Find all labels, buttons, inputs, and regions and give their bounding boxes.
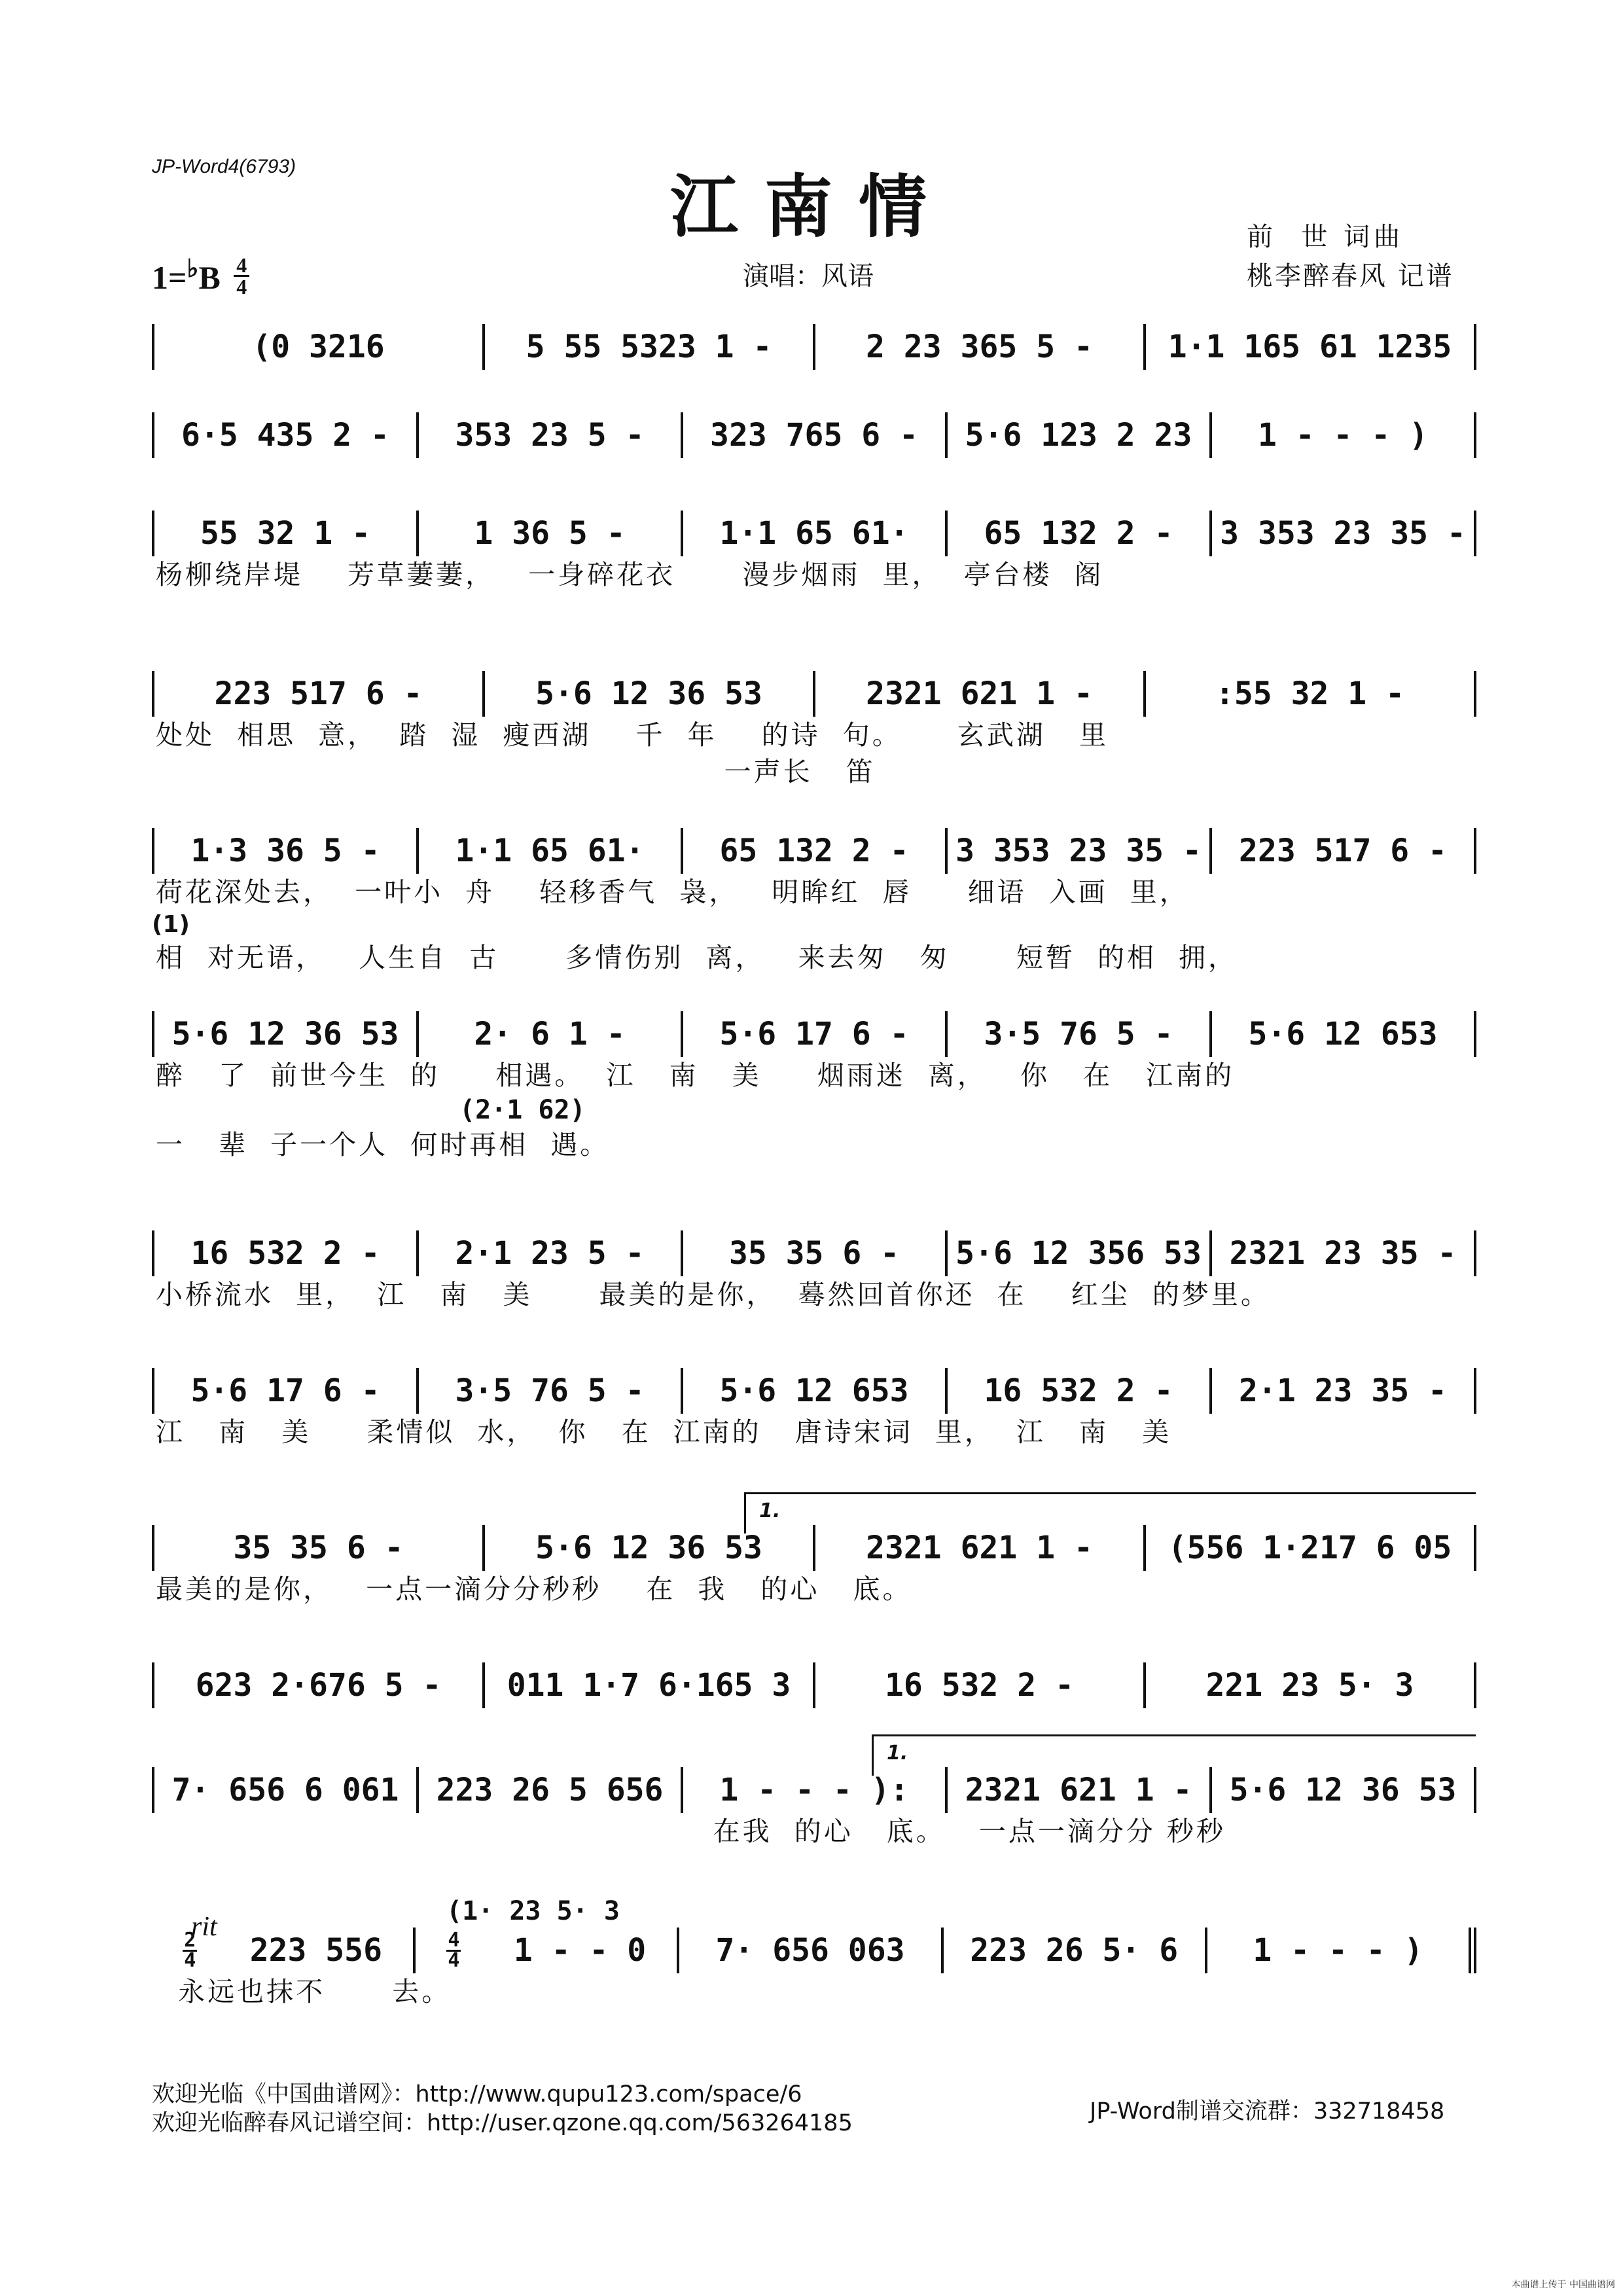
measure-notes: 1·1 65 61·: [455, 833, 645, 869]
measure-notes: 65 132 2 -: [719, 833, 909, 869]
measure-notes: 1 - - - ): [1253, 1932, 1423, 1969]
measure-notes: 5·6 12 36 53: [535, 1530, 762, 1566]
score-system: [152, 1896, 1476, 2010]
measure-notes: 2321 621 1 -: [866, 1530, 1093, 1566]
flat-sign: ♭: [187, 255, 199, 283]
measure-notes: 353 23 5 -: [455, 417, 645, 454]
measure: [948, 1368, 1212, 1414]
measure-notes: 1 - - - ): [1257, 417, 1429, 454]
measure-notes: 6·5 435 2 -: [181, 417, 389, 454]
measure: [1212, 1230, 1476, 1276]
meter-top: 4: [448, 1928, 460, 1952]
measure-notes: 221 23 5· 3: [1205, 1667, 1414, 1704]
score-system: [152, 671, 1476, 790]
measure: [1212, 1011, 1476, 1057]
meter-bottom: 4: [236, 275, 247, 298]
singer: 演唱：风语: [743, 261, 874, 291]
score-system: [152, 1368, 1476, 1450]
meter-bottom: 4: [448, 1948, 460, 1972]
footer-group: JP-Word制谱交流群：332718458: [1090, 2098, 1445, 2125]
measure: [154, 412, 419, 458]
lyrics-line: 一 辈 子一个人 何时再相 遇。: [156, 1129, 610, 1160]
credit-notation: 桃李醉春风 记谱: [1247, 261, 1454, 291]
notes-row: [152, 412, 1476, 458]
time-signature: [234, 255, 249, 296]
measure: [485, 671, 815, 717]
measure: [944, 1928, 1207, 1973]
measure: [154, 324, 485, 370]
measure: [1212, 511, 1476, 556]
notes-row: [152, 1928, 1476, 1973]
measure-notes: 5·6 12 36 53: [535, 675, 762, 712]
measure: [948, 1230, 1212, 1276]
meter-top: 4: [234, 255, 249, 277]
measure: [154, 1230, 419, 1276]
score-system: [152, 324, 1476, 370]
measure: [419, 1368, 683, 1414]
lyrics-line: 杨柳绕岸堤 芳草萋萋， 一身碎花衣 漫步烟雨 里， 亭台楼 阁: [156, 559, 1104, 590]
measure: [1212, 1368, 1476, 1414]
lyrics-line: 小桥流水 里， 江 南 美 最美的是你， 蓦然回首你还 在 红尘 的梦里。: [156, 1279, 1270, 1310]
measure-notes: 5·6 12 356 53: [955, 1235, 1202, 1272]
score-system: [152, 412, 1476, 458]
measure-notes: 16 532 2 -: [885, 1667, 1074, 1704]
measure-notes: 5·6 12 653: [719, 1372, 909, 1409]
footer-links: [152, 2080, 853, 2138]
lyrics-line: 江 南 美 柔情似 水， 你 在 江南的 唐诗宋词 里， 江 南 美: [156, 1416, 1172, 1448]
measure-notes: 1·1 165 61 1235: [1168, 329, 1452, 365]
volta-bracket: [872, 1734, 1476, 1776]
upload-stamp: 本曲谱上传于 中国曲谱网: [1511, 2280, 1615, 2290]
notes-row: [152, 511, 1476, 556]
measure: [154, 511, 419, 556]
measure-notes: 3·5 76 5 -: [984, 1016, 1173, 1052]
measure: [683, 1368, 948, 1414]
notes-row: [152, 1230, 1476, 1276]
score-system: [152, 1499, 1476, 1607]
measure: [679, 1928, 943, 1973]
time-signature-change: [446, 1928, 461, 1972]
measure-notes: 16 532 2 -: [984, 1372, 1173, 1409]
song-title: 江南情: [669, 166, 953, 247]
measure-notes: 5·6 17 6 -: [190, 1372, 380, 1409]
measure-notes: 1·1 65 61·: [719, 515, 909, 552]
measure: [1146, 1662, 1476, 1708]
measure: [419, 1230, 683, 1276]
volta-number: 1.: [759, 1499, 781, 1522]
volta-number: 1.: [887, 1742, 908, 1765]
measure: [683, 1230, 948, 1276]
lyrics-line: 相 对无语， 人生自 古 多情伤别 离， 来去匆 匆 短暂 的相 拥，: [156, 942, 1238, 973]
measure: [154, 828, 419, 874]
lyrics-line: 永远也抹不 去。: [156, 1976, 452, 2007]
measure: [419, 1767, 683, 1813]
measure-notes: 5·6 12 36 53: [1229, 1772, 1457, 1808]
measure: [154, 671, 485, 717]
notes-row: [152, 671, 1476, 717]
measure-notes: 7· 656 6 061: [171, 1772, 399, 1808]
measure-notes: 16 532 2 -: [190, 1235, 380, 1272]
measure: [154, 1525, 485, 1571]
measure-notes: 223 26 5 656: [436, 1772, 664, 1808]
measure: [419, 511, 683, 556]
measure: [154, 1011, 419, 1057]
measure: [948, 1011, 1212, 1057]
measure-notes: 223 517 6 -: [1239, 833, 1447, 869]
measure: [683, 511, 948, 556]
score-system: [152, 511, 1476, 593]
score-system: [152, 1742, 1476, 1850]
measure-notes: 55 32 1 -: [200, 515, 371, 552]
measure: [683, 828, 948, 874]
measure-notes: 1 - - - ):: [719, 1772, 909, 1808]
notes-row: [152, 1368, 1476, 1414]
alternate-notes: (2·1 62): [459, 1095, 586, 1125]
measure-notes: 7· 656 063: [715, 1932, 905, 1969]
measure: [815, 1662, 1146, 1708]
measure: [1212, 828, 1476, 874]
measure-notes: 2321 621 1 -: [866, 675, 1093, 712]
measure-notes: 223 556: [249, 1932, 382, 1969]
footer-line-1: 欢迎光临《中国曲谱网》：http://www.qupu123.com/space/6: [152, 2081, 802, 2108]
key-label: 1=: [152, 259, 187, 296]
key-note: B: [198, 259, 221, 296]
measure-notes: 623 2·676 5 -: [195, 1667, 442, 1704]
score-system: [152, 1011, 1476, 1163]
software-label: JP-Word4(6793): [152, 156, 296, 177]
footer-line-2: 欢迎光临醉春风记谱空间：http://user.qzone.qq.com/563264185: [152, 2110, 853, 2136]
measure-notes: (556 1·217 6 05: [1168, 1530, 1452, 1566]
measure: [154, 1662, 485, 1708]
lyrics-line: 处处 相思 意， 踏 湿 瘦西湖 千 年 的诗 句。 玄武湖 里: [156, 719, 1109, 751]
score-system: [152, 1230, 1476, 1313]
ritardando-mark: rit: [191, 1912, 217, 1942]
measure-notes: 3·5 76 5 -: [455, 1372, 645, 1409]
measure: [683, 412, 948, 458]
key-signature: [152, 254, 249, 296]
measure: [419, 1011, 683, 1057]
measure: [1146, 324, 1476, 370]
measure-notes: 65 132 2 -: [984, 515, 1173, 552]
measure: [948, 412, 1212, 458]
score-system: [152, 828, 1476, 976]
measure-notes: 223 26 5· 6: [970, 1932, 1179, 1969]
measure: [815, 324, 1146, 370]
verse-marker: (1): [152, 911, 190, 938]
measure-notes: 323 765 6 -: [710, 417, 918, 454]
measure: [154, 1767, 419, 1813]
meter-bottom: 4: [184, 1948, 196, 1972]
measure-notes: 2·1 23 5 -: [455, 1235, 645, 1272]
measure-notes: 5·6 17 6 -: [719, 1016, 909, 1052]
measure-notes: 2 23 365 5 -: [866, 329, 1093, 365]
measure-notes: 35 35 6 -: [233, 1530, 404, 1566]
measure-notes: 5·6 12 653: [1248, 1016, 1438, 1052]
measure-notes: 3 353 23 35 -: [955, 833, 1202, 869]
measure-notes: 1 - - 0: [513, 1932, 647, 1969]
measure-notes: 5·6 12 36 53: [171, 1016, 399, 1052]
measure: [1207, 1928, 1476, 1973]
measure: [683, 1011, 948, 1057]
measure: [948, 511, 1212, 556]
measure-notes: 2321 23 35 -: [1229, 1235, 1457, 1272]
notes-row: [152, 1662, 1476, 1708]
measure-notes: 2·1 23 35 -: [1239, 1372, 1447, 1409]
lyrics-line: 在我 的心 底。 一点一滴分分 秒秒: [156, 1816, 1226, 1847]
measure-notes: (0 3216: [252, 329, 385, 365]
lyrics-line: 荷花深处去， 一叶小 舟 轻移香气 袅， 明眸红 唇 细语 入画 里，: [156, 876, 1189, 908]
lyrics-line: 一声长 笛: [156, 756, 876, 787]
credit-lyrics: 前 世 词曲: [1247, 222, 1404, 252]
measure-notes: 5 55 5323 1 -: [526, 329, 772, 365]
measure-notes: 35 35 6 -: [728, 1235, 900, 1272]
measure-notes: 2321 621 1 -: [965, 1772, 1192, 1808]
measure-notes: 2· 6 1 -: [474, 1016, 626, 1052]
measure-notes: 1 36 5 -: [474, 515, 626, 552]
measure: [815, 671, 1146, 717]
measure-notes: 223 517 6 -: [214, 675, 423, 712]
measure: [419, 412, 683, 458]
measure: [416, 1928, 679, 1973]
meter-top: 2: [184, 1928, 196, 1952]
notes-row: [152, 1011, 1476, 1057]
score-system: [152, 1662, 1476, 1708]
measure: [485, 1662, 815, 1708]
intro-notes: (1· 23 5· 3: [446, 1896, 620, 1926]
measure-notes: 1·3 36 5 -: [190, 833, 380, 869]
measure-notes: 5·6 123 2 23: [965, 417, 1192, 454]
notes-row: [152, 324, 1476, 370]
measure: [1212, 412, 1476, 458]
measure: [1146, 671, 1476, 717]
measure-notes: 3 353 23 35 -: [1220, 515, 1466, 552]
measure: [419, 828, 683, 874]
lyrics-line: 最美的是你， 一点一滴分分秒秒 在 我 的心 底。: [156, 1573, 912, 1605]
measure: [948, 828, 1212, 874]
measure-notes: :55 32 1 -: [1215, 675, 1404, 712]
measure: [154, 1368, 419, 1414]
volta-bracket: [744, 1492, 1476, 1534]
measure-notes: 011 1·7 6·165 3: [507, 1667, 791, 1704]
lyrics-line: 醉 了 前世今生 的 相遇。 江 南 美 烟雨迷 离， 你 在 江南的: [156, 1060, 1235, 1091]
measure: [485, 324, 815, 370]
notes-row: [152, 828, 1476, 874]
